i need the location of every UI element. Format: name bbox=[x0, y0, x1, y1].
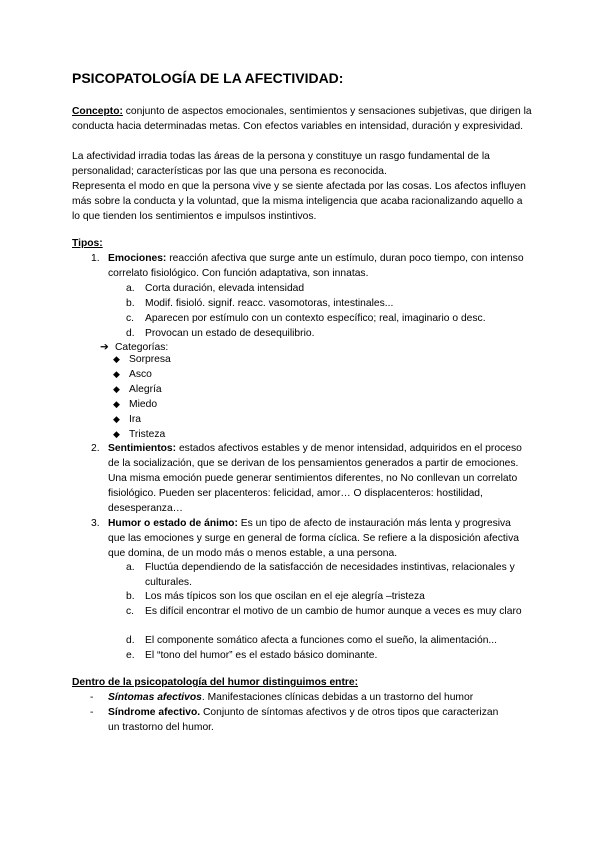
diamond-bullet-icon: ◆ bbox=[113, 414, 120, 424]
representa-paragraph: Representa el modo en que la persona vive y se siente afectada por las cosas. Los afectos influyen más sobre la conducta y la voluntad, que la misma inteligencia que acaba racionalizando aquello a lo que tienden los sentimientos e impulsos instintivos. bbox=[72, 181, 526, 222]
sub-item: Fluctúa dependiendo de la satisfacción de necesidades instintivas, relacionales y culturales. bbox=[145, 562, 515, 588]
concepto-label: Concepto: bbox=[72, 106, 123, 117]
concepto-paragraph bbox=[72, 104, 532, 134]
sub-item: Los más típicos son los que oscilan en el eje alegría –tristeza bbox=[145, 591, 425, 602]
dash-bullet: - bbox=[90, 692, 94, 703]
dash-bullet: - bbox=[90, 707, 94, 718]
sub-letter: c. bbox=[126, 313, 135, 324]
diamond-bullet-icon: ◆ bbox=[113, 369, 120, 379]
sub-letter: b. bbox=[126, 298, 135, 309]
sintomas-term: Síntomas afectivos bbox=[108, 692, 202, 703]
emociones-text: reacción afectiva que surge ante un estímulo, duran poco tiempo, con intenso correlato fisiológico. Con función adaptativa, son innatas. bbox=[108, 253, 524, 279]
categoria-item: Asco bbox=[129, 369, 152, 380]
tipos-heading: Tipos: bbox=[72, 238, 103, 249]
list-number: 3. bbox=[91, 518, 100, 529]
sub-letter: a. bbox=[126, 283, 135, 294]
list-number: 1. bbox=[91, 253, 100, 264]
humor-text: Es un tipo de afecto de instauración más lenta y progresiva que las emociones y surge en general de forma cíclica. Se refiere a la disposición afectiva que domina, de un modo más o menos estable, a una persona. bbox=[108, 518, 519, 559]
sindrome-term: Síndrome afectivo. bbox=[108, 707, 201, 718]
arrow-icon: ➔ bbox=[100, 342, 109, 353]
sentimientos-item bbox=[108, 441, 528, 516]
categoria-item: Sorpresa bbox=[129, 354, 171, 365]
sub-item: El componente somático afecta a funciones como el sueño, la alimentación... bbox=[145, 635, 498, 646]
sintomas-item bbox=[108, 690, 528, 705]
sentimientos-term: Sentimientos: bbox=[108, 443, 177, 454]
sub-letter: a. bbox=[126, 562, 135, 573]
concepto-text: conjunto de aspectos emocionales, sentimientos y sensaciones subjetivas, que dirigen la conducta hacia determinadas metas. Con efectos variables en intensidad, duración y expresividad. bbox=[72, 106, 532, 132]
emociones-item bbox=[108, 251, 528, 281]
humor-term: Humor o estado de ánimo: bbox=[108, 518, 238, 529]
sub-letter: d. bbox=[126, 635, 135, 646]
sub-item: Aparecen por estímulo con un contexto específico; real, imaginario o desc. bbox=[145, 313, 486, 324]
diamond-bullet-icon: ◆ bbox=[113, 399, 120, 409]
sub-letter: b. bbox=[126, 591, 135, 602]
categorias-label: Categorías: bbox=[115, 342, 169, 353]
categoria-item: Tristeza bbox=[129, 429, 166, 440]
list-number: 2. bbox=[91, 443, 100, 454]
sub-item: Corta duración, elevada intensidad bbox=[145, 283, 305, 294]
sub-letter: c. bbox=[126, 606, 135, 617]
afectividad-paragraph: La afectividad irradia todas las áreas de la persona y constituye un rasgo fundamental de la personalidad; características por las que una persona es reconocida. bbox=[72, 151, 490, 177]
sub-item: Es difícil encontrar el motivo de un cambio de humor aunque a veces es muy claro bbox=[145, 606, 522, 617]
sentimientos-text: estados afectivos estables y de menor intensidad, adquiridos en el proceso de la socialización, que se derivan de los pensamientos generados a partir de emociones. Una misma emoción puede generar sentimientos diferentes, no No conllevan un correlato fisiológico. Pueden ser placenteros: felicidad, amor… O displacenteros: hostilidad, desesperanza… bbox=[108, 443, 522, 514]
sindrome-item bbox=[108, 705, 508, 735]
categoria-item: Miedo bbox=[129, 399, 158, 410]
sub-item: Modif. fisioló. signif. reacc. vasomotoras, intestinales... bbox=[145, 298, 394, 309]
sindrome-text: Conjunto de síntomas afectivos y de otros tipos que caracterizan un trastorno del humor. bbox=[108, 707, 499, 733]
categoria-item: Ira bbox=[129, 414, 142, 425]
diamond-bullet-icon: ◆ bbox=[113, 429, 120, 439]
psicopatologia-heading: Dentro de la psicopatología del humor distinguimos entre: bbox=[72, 677, 359, 688]
emociones-term: Emociones: bbox=[108, 253, 167, 264]
sub-item: El “tono del humor” es el estado básico dominante. bbox=[145, 650, 378, 661]
sub-item: Provocan un estado de desequilibrio. bbox=[145, 328, 315, 339]
categoria-item: Alegría bbox=[129, 384, 162, 395]
page-title: PSICOPATOLOGÍA DE LA AFECTIVIDAD: bbox=[72, 70, 344, 86]
sintomas-text: . Manifestaciones clínicas debidas a un trastorno del humor bbox=[201, 692, 474, 703]
diamond-bullet-icon: ◆ bbox=[113, 384, 120, 394]
sub-letter: e. bbox=[126, 650, 135, 661]
diamond-bullet-icon: ◆ bbox=[113, 354, 120, 364]
humor-item bbox=[108, 516, 528, 561]
sub-letter: d. bbox=[126, 328, 135, 339]
